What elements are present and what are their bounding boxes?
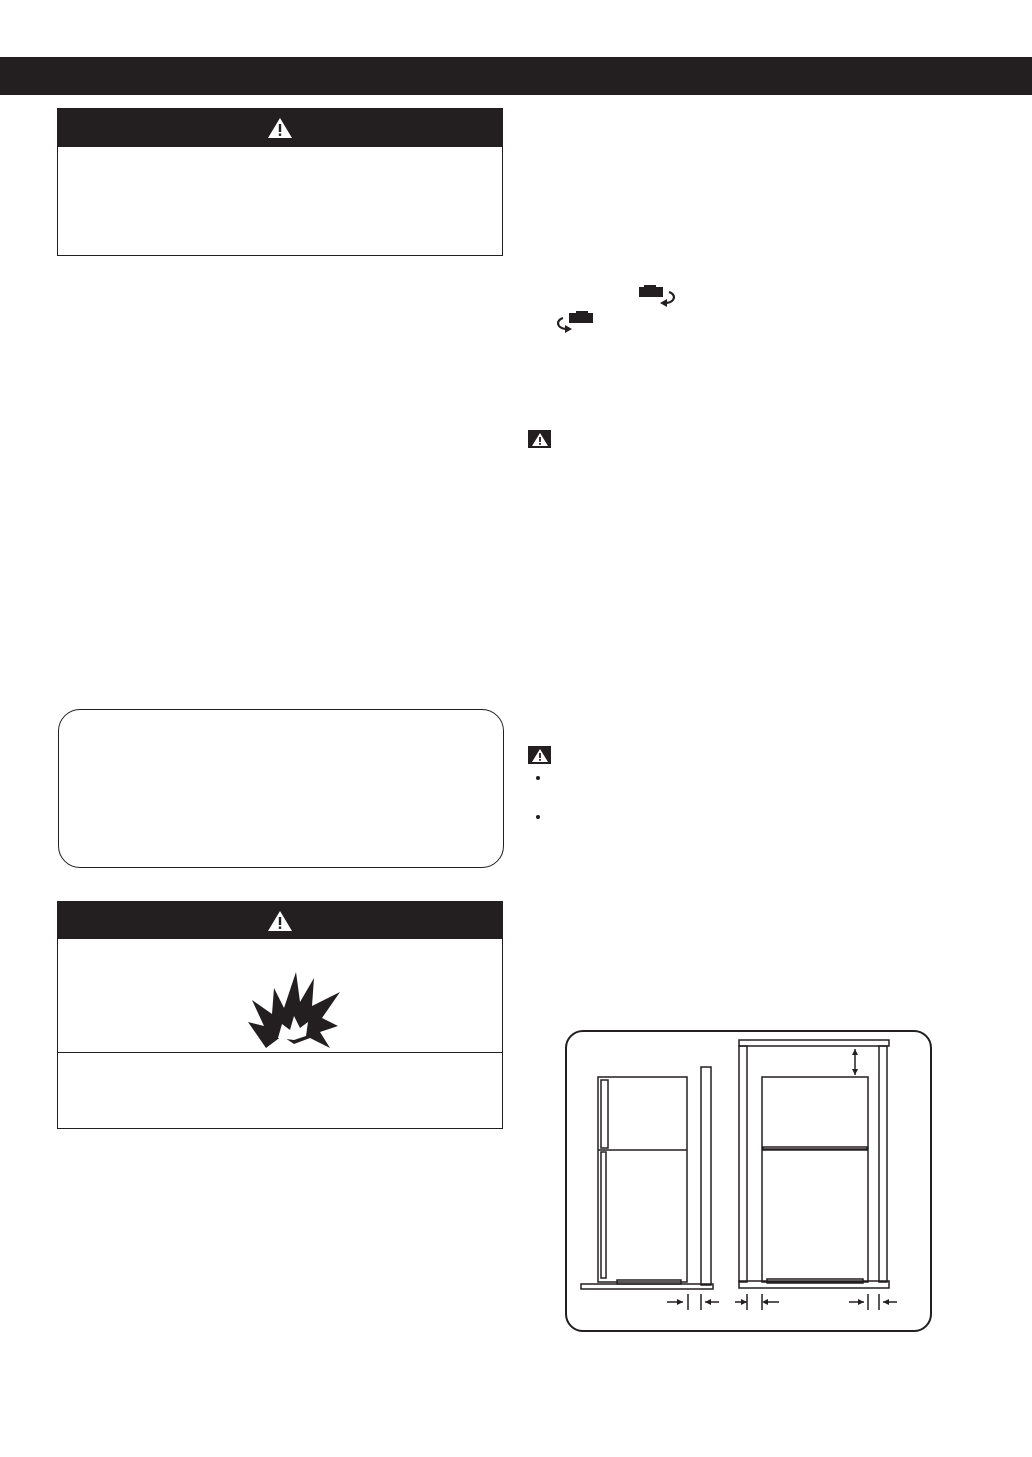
warning-box bbox=[57, 108, 503, 256]
divider bbox=[58, 1052, 502, 1053]
warning-badge bbox=[528, 746, 551, 764]
warning-triangle-icon bbox=[531, 432, 549, 447]
note-box bbox=[58, 709, 504, 868]
explosion-warning-box bbox=[57, 901, 503, 1129]
floor bbox=[581, 1284, 713, 1289]
warning-triangle-icon bbox=[267, 117, 293, 139]
header-band bbox=[0, 57, 1032, 95]
rotate-counterclockwise-icon bbox=[554, 310, 596, 334]
warning-triangle-icon bbox=[267, 910, 293, 932]
warning-badge bbox=[528, 430, 551, 448]
warning-box-header bbox=[58, 109, 502, 147]
fridge-side-view bbox=[598, 1077, 687, 1284]
fridge-front-view bbox=[739, 1040, 889, 1288]
clearance-diagram-drawing bbox=[565, 1030, 932, 1332]
list-bullet bbox=[536, 776, 540, 780]
wall bbox=[701, 1067, 711, 1285]
warning-box-header bbox=[58, 902, 502, 939]
rotate-clockwise-icon bbox=[636, 284, 678, 308]
list-bullet bbox=[536, 815, 540, 819]
explosion-icon bbox=[244, 966, 344, 1050]
warning-triangle-icon bbox=[531, 748, 549, 763]
